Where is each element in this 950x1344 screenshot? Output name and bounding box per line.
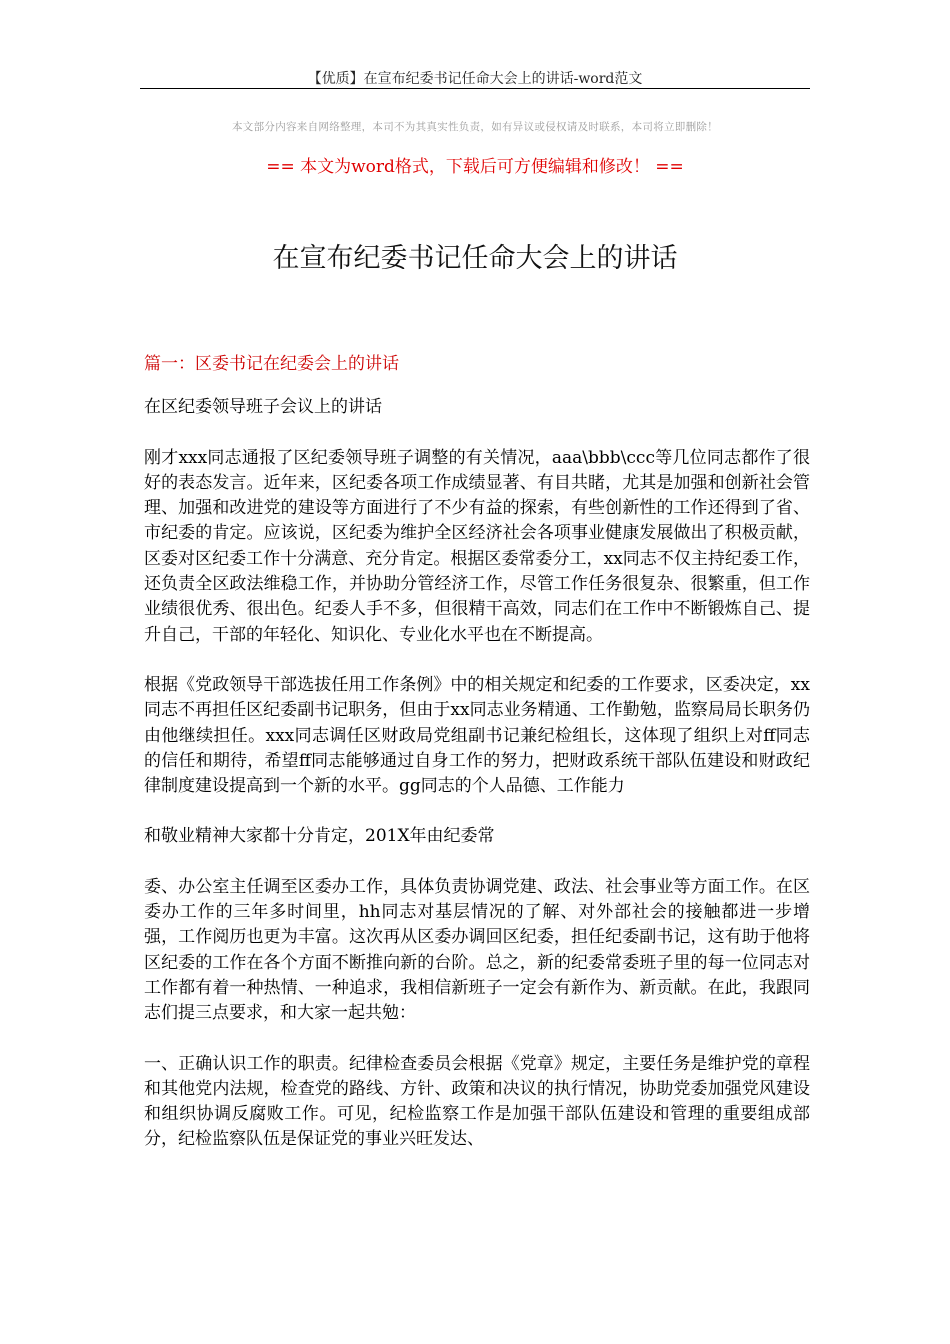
paragraph: 根据《党政领导干部选拔任用工作条例》中的相关规定和纪委的工作要求，区委决定，xx同志不再担任区纪委副书记职务，但由于xx同志业务精通、工作勤勉，监察局局长职务仍由他继续担任。xxx同志调任区财政局党组副书记兼纪检组长，这体现了组织上对ff同志的信任和期待，希望ff同志能够通过自身工作的努力，把财政系统干部队伍建设和财政纪律制度建设提高到一个新的水平。gg同志的个人品德、工作能力 xyxy=(144,674,810,797)
paragraph: 和敬业精神大家都十分肯定，201X年由纪委常 xyxy=(144,826,495,847)
document-body xyxy=(144,352,810,1178)
paragraph: 委、办公室主任调至区委办工作，具体负责协调党建、政法、社会事业等方面工作。在区委办工作的三年多时间里，hh同志对基层情况的了解、对外部社会的接触都进一步增强，工作阅历也更为丰富。这次再从区委办调回区纪委，担任纪委副书记，这有助于他将区纪委的工作在各个方面不断推向新的台阶。总之，新的纪委常委班子里的每一位同志对工作都有着一种热情、一种追求，我相信新班子一定会有新作为、新贡献。在此，我跟同志们提三点要求，和大家一起共勉： xyxy=(144,876,810,1024)
document-title: 在宣布纪委书记任命大会上的讲话 xyxy=(272,243,678,274)
paragraph: 一、正确认识工作的职责。纪律检查委员会根据《党章》规定，主要任务是维护党的章程和其他党内法规，检查党的路线、方针、政策和决议的执行情况，协助党委加强党风建设和组织协调反腐败工作。可见，纪检监察工作是加强干部队伍建设和管理的重要组成部分，纪检监察队伍是保证党的事业兴旺发达、 xyxy=(144,1053,810,1150)
page-header: 【优质】在宣布纪委书记任命大会上的讲话-word范文 xyxy=(307,71,643,87)
paragraph: 刚才xxx同志通报了区纪委领导班子调整的有关情况，aaa\bbb\ccc等几位同志都作了很好的表态发言。近年来，区纪委各项工作成绩显著、有目共睹，尤其是加强和创新社会管理、加强和改进党的建设等方面进行了不少有益的探索，有些创新性的工作还得到了省、市纪委的肯定。应该说，区纪委为维护全区经济社会各项事业健康发展做出了积极贡献，区委对区纪委工作十分满意、充分肯定。根据区委常委分工，xx同志不仅主持纪委工作，还负责全区政法维稳工作，并协助分管经济工作，尽管工作任务很复杂、很繁重，但工作业绩很优秀、很出色。纪委人手不多，但很精干高效，同志们在工作中不断锻炼自己、提升自己，干部的年轻化、知识化、专业化水平也在不断提高。 xyxy=(144,447,810,645)
format-promo: == 本文为word格式，下载后可方便编辑和修改！ == xyxy=(266,157,684,177)
section-heading: 篇一：区委书记在纪委会上的讲话 xyxy=(144,354,399,374)
paragraph: 在区纪委领导班子会议上的讲话 xyxy=(144,397,382,418)
disclaimer-notice: 本文部分内容来自网络整理，本司不为其真实性负责，如有异议或侵权请及时联系，本司将立即删除！ xyxy=(232,121,718,133)
header-divider xyxy=(140,88,810,89)
